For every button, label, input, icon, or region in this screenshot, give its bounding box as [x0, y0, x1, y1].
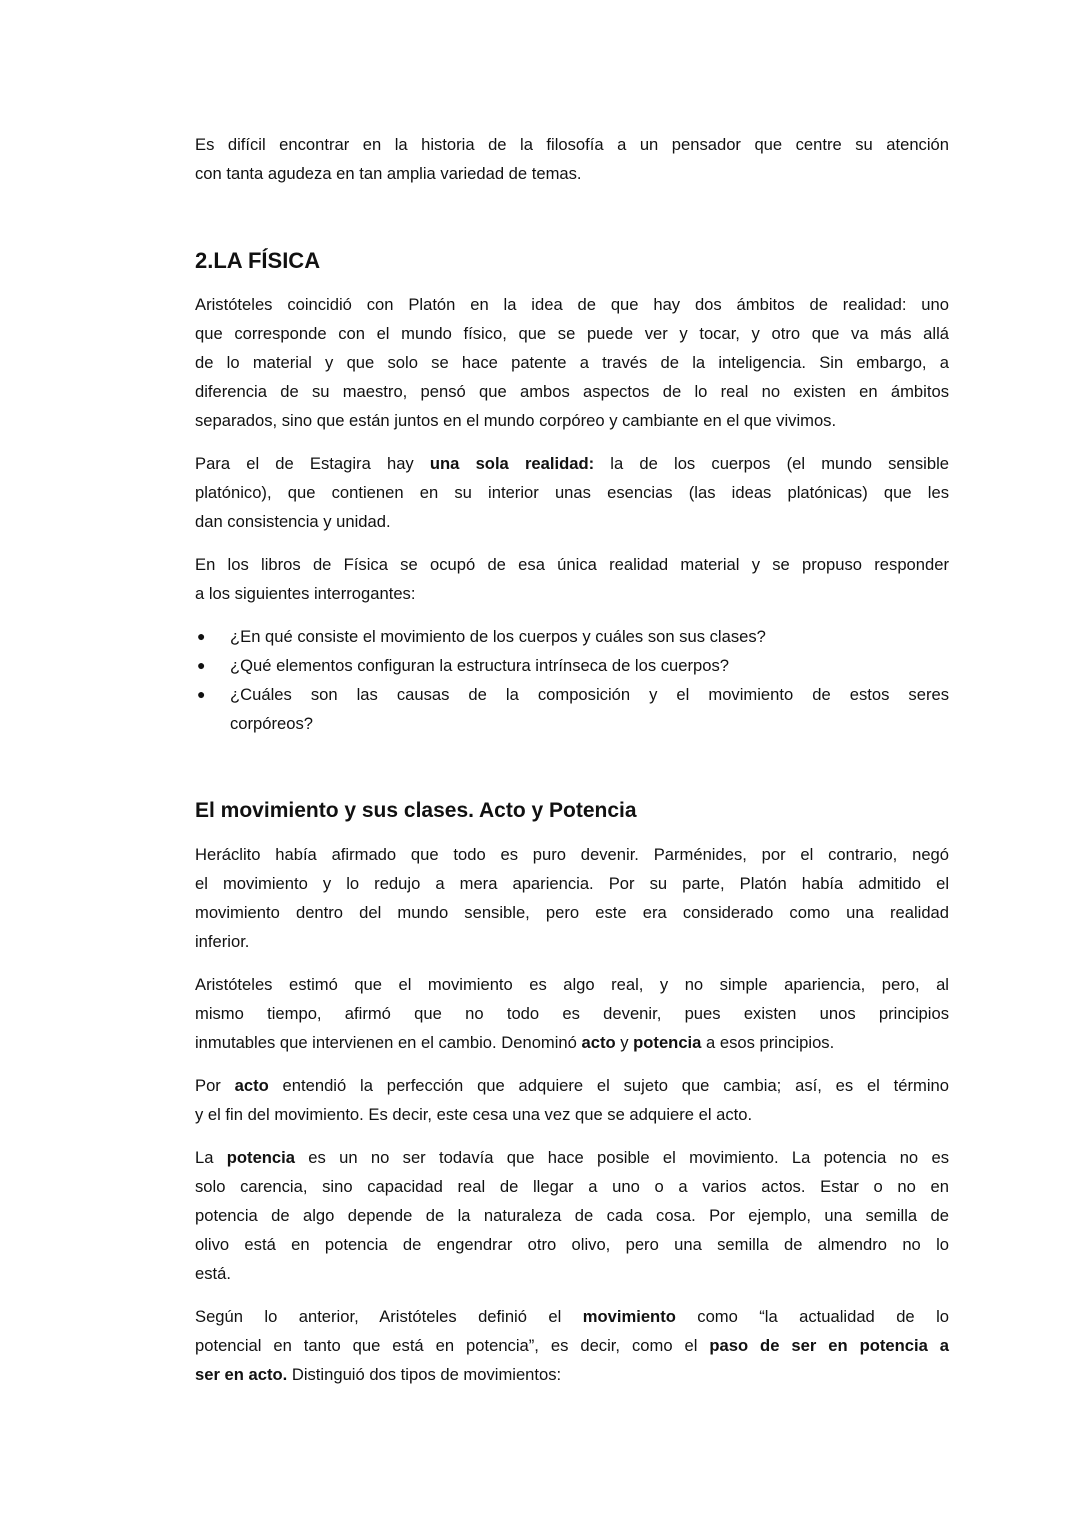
list-item-text [230, 651, 949, 680]
paragraph [195, 840, 949, 956]
list-item [195, 622, 949, 651]
text-line: movimiento dentro del mundo sensible, pero este era considerado como una realidad [195, 903, 949, 922]
text-line: corpóreos? [230, 714, 314, 733]
text-line [195, 1331, 949, 1360]
text-line: está. [195, 1264, 231, 1283]
text-line: de lo material y que solo se hace patente a través de la inteligencia. Sin embargo, a [195, 353, 949, 372]
text-line: Aristóteles coincidió con Platón en la idea de que hay dos ámbitos de realidad: uno [195, 295, 949, 314]
bold-text: potencia [633, 1033, 702, 1052]
list-item-text [230, 680, 949, 738]
text-run: La [195, 1148, 227, 1167]
text-line: Aristóteles estimó que el movimiento es algo real, y no simple apariencia, pero, al [195, 975, 949, 994]
text-line: el movimiento y lo redujo a mera apariencia. Por su parte, Platón había admitido el [195, 874, 949, 893]
bullet-icon: ● [197, 657, 206, 673]
text-line: que corresponde con el mundo físico, que se puede ver y tocar, y otro que va más allá [195, 324, 949, 343]
bold-text: acto [581, 1033, 616, 1052]
section-heading: El movimiento y sus clases. Acto y Potencia [195, 799, 637, 822]
text-run: Según lo anterior, Aristóteles definió el [195, 1307, 583, 1326]
text-line: olivo está en potencia de engendrar otro olivo, pero una semilla de almendro no lo [195, 1235, 949, 1254]
text-run: como “la actualidad de lo [675, 1307, 949, 1326]
paragraph [195, 550, 949, 608]
text-run: inmutables que intervienen en el cambio. Denominó [195, 1033, 582, 1052]
text-line [195, 1360, 949, 1389]
text-line: a los siguientes interrogantes: [195, 584, 416, 603]
text-line: y el fin del movimiento. Es decir, este cesa una vez que se adquiere el acto. [195, 1105, 753, 1124]
list-item [195, 651, 949, 680]
section-heading: 2.LA FÍSICA [195, 248, 321, 273]
bold-text: potencia [226, 1148, 295, 1167]
paragraph [195, 1143, 949, 1288]
text-run: a esos principios. [701, 1033, 835, 1052]
paragraph [195, 970, 949, 1057]
text-run: es un no ser todavía que hace posible el movimiento. La potencia no es [295, 1148, 949, 1167]
document-page [195, 130, 949, 1403]
bold-text: acto [234, 1076, 269, 1095]
paragraph [195, 449, 949, 536]
text-run: la de los cuerpos (el mundo sensible [594, 454, 949, 473]
text-line: platónico), que contienen en su interior unas esencias (las ideas platónicas) que les [195, 483, 949, 502]
text-line: inferior. [195, 932, 250, 951]
text-line: separados, sino que están juntos en el mundo corpóreo y cambiante en el que vivimos. [195, 411, 837, 430]
paragraph [195, 130, 949, 188]
bold-text: ser en acto. [195, 1365, 288, 1384]
text-line: ¿Qué elementos configuran la estructura intrínseca de los cuerpos? [230, 656, 730, 675]
text-line: Heráclito había afirmado que todo es puro devenir. Parménides, por el contrario, negó [195, 845, 949, 864]
text-line: En los libros de Física se ocupó de esa única realidad material y se propuso responder [195, 555, 949, 574]
text-line [195, 1302, 949, 1331]
bold-text: movimiento [582, 1307, 676, 1326]
text-line: ¿Cuáles son las causas de la composición y el movimiento de estos seres [230, 685, 949, 704]
list-item [195, 680, 949, 738]
paragraph [195, 290, 949, 435]
spacer [195, 202, 949, 246]
text-line: diferencia de su maestro, pensó que ambos aspectos de lo real no existen en ámbitos [195, 382, 949, 401]
bullet-icon: ● [197, 628, 206, 644]
text-line [195, 1143, 949, 1172]
text-line [195, 1028, 949, 1057]
text-line [195, 1071, 949, 1100]
bullet-icon: ● [197, 686, 206, 702]
text-run: Distinguió dos tipos de movimientos: [287, 1365, 562, 1384]
text-run: y [615, 1033, 634, 1052]
paragraph [195, 1302, 949, 1389]
text-line: mismo tiempo, afirmó que no todo es devenir, pues existen unos principios [195, 1004, 949, 1023]
text-run: entendió la perfección que adquiere el sujeto que cambia; así, es el término [268, 1076, 949, 1095]
text-line [195, 449, 949, 478]
text-line: potencia de algo depende de la naturaleza de cada cosa. Por ejemplo, una semilla de [195, 1206, 949, 1225]
text-line: ¿En qué consiste el movimiento de los cuerpos y cuáles son sus clases? [230, 627, 766, 646]
text-run: Para el de Estagira hay [195, 454, 430, 473]
bold-text: una sola realidad: [429, 454, 595, 473]
text-line: dan consistencia y unidad. [195, 512, 391, 531]
paragraph [195, 1071, 949, 1129]
text-line: con tanta agudeza en tan amplia variedad de temas. [195, 164, 582, 183]
text-run: Por [195, 1076, 235, 1095]
list-item-text [230, 622, 949, 651]
text-line: Es difícil encontrar en la historia de la filosofía a un pensador que centre su atención [195, 135, 949, 154]
bullet-list [195, 622, 949, 738]
text-line: solo carencia, sino capacidad real de llegar a uno o a varios actos. Estar o no en [195, 1177, 949, 1196]
bold-text: paso de ser en potencia a [709, 1336, 949, 1355]
text-run: potencial en tanto que está en potencia”, es decir, como el [195, 1336, 710, 1355]
spacer [195, 752, 949, 796]
